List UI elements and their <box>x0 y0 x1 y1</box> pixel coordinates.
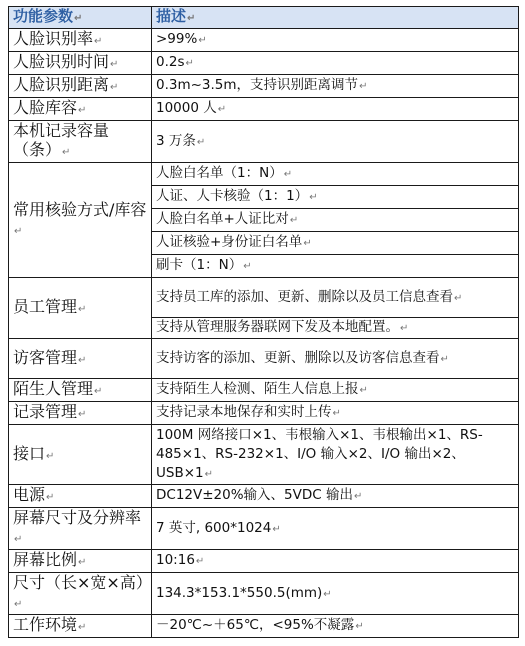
table-row <box>9 121 519 163</box>
param-name-text: 工作环境 <box>13 615 78 634</box>
table-row <box>9 508 519 550</box>
param-name-text: 陌生人管理 <box>13 379 94 398</box>
paragraph-mark: ↵ <box>110 59 119 70</box>
param-value-text: 支持陌生人检测、陌生人信息上报 <box>156 381 359 397</box>
paragraph-mark: ↵ <box>332 408 341 419</box>
param-value <box>152 232 519 255</box>
param-name-text: 人脸识别距离 <box>13 75 110 94</box>
param-value-text: 10000 人 <box>156 100 217 116</box>
param-value <box>152 52 519 75</box>
param-value <box>152 550 519 573</box>
param-value <box>152 278 519 318</box>
param-value-text: 100M 网络接口×1、韦根输入×1、韦根输出×1、RS-485×1、RS-232×1、I/O 输入×2、I/O 输出×2、USB×1 <box>156 426 483 481</box>
param-value-text: 7 英寸, 600*1024 <box>156 519 272 536</box>
table-row <box>9 29 519 52</box>
paragraph-mark: ↵ <box>400 323 409 334</box>
param-value-text: 0.3m~3.5m，支持识别距离调节 <box>156 77 359 93</box>
table-row <box>9 402 519 425</box>
paragraph-mark: ↵ <box>272 523 281 535</box>
param-name <box>9 121 152 163</box>
paragraph-mark: ↵ <box>78 105 87 116</box>
paragraph-mark: ↵ <box>78 304 87 315</box>
param-value <box>152 339 519 379</box>
paragraph-mark: ↵ <box>46 492 55 503</box>
paragraph-mark: ↵ <box>185 58 194 69</box>
paragraph-mark: ↵ <box>14 534 23 545</box>
param-value-text: 人证、人卡核验（1：1） <box>156 188 309 204</box>
param-value-text: 支持访客的添加、更新、删除以及访客信息查看 <box>156 349 440 366</box>
param-name <box>9 508 152 550</box>
paragraph-mark: ↵ <box>78 409 87 420</box>
param-name <box>9 402 152 425</box>
param-name <box>9 163 152 278</box>
table-row <box>9 278 519 318</box>
param-value-text: 10:16 <box>156 552 195 568</box>
param-value-text: 人脸白名单（1：N） <box>156 165 283 181</box>
header-param-label: 功能参数 <box>13 7 74 25</box>
param-value-text: 134.3*153.1*550.5(mm) <box>156 584 323 601</box>
paragraph-mark: ↵ <box>354 491 363 502</box>
param-name <box>9 485 152 508</box>
paragraph-mark: ↵ <box>440 353 449 365</box>
param-value <box>152 29 519 52</box>
header-desc-label: 描述 <box>156 7 187 25</box>
param-value <box>152 318 519 339</box>
table-row <box>9 425 519 485</box>
paragraph-mark: ↵ <box>359 81 368 92</box>
param-value <box>152 425 519 485</box>
paragraph-mark: ↵ <box>14 599 23 610</box>
param-value-text: 3 万条 <box>156 132 196 149</box>
param-value <box>152 255 519 278</box>
paragraph-mark: ↵ <box>355 621 364 632</box>
param-value <box>152 75 519 98</box>
param-name-text: 访客管理 <box>13 347 78 367</box>
param-name-text: 接口 <box>13 443 46 463</box>
paragraph-mark: ↵ <box>289 215 299 226</box>
table-row <box>9 615 519 638</box>
paragraph-mark: ↵ <box>454 292 463 304</box>
param-value-text: 支持从管理服务器联网下发及本地配置。 <box>156 319 399 335</box>
param-name <box>9 573 152 615</box>
paragraph-mark: ↵ <box>78 354 87 366</box>
param-name <box>9 52 152 75</box>
paragraph-mark: ↵ <box>78 557 87 568</box>
param-value <box>152 163 519 186</box>
param-value <box>152 121 519 163</box>
param-value <box>152 379 519 402</box>
param-value <box>152 209 519 232</box>
spec-table <box>8 6 519 638</box>
paragraph-mark: ↵ <box>198 35 207 46</box>
header-param-cell <box>9 7 152 29</box>
param-name <box>9 98 152 121</box>
param-name-text: 人脸识别时间 <box>13 52 110 71</box>
paragraph-mark: ↵ <box>14 225 23 237</box>
param-value <box>152 573 519 615</box>
param-name-text: 本机记录容量（条） <box>13 121 110 159</box>
param-value-text: >99% <box>156 31 198 47</box>
paragraph-mark: ↵ <box>78 622 87 633</box>
param-value-text: DC12V±20%输入、5VDC 输出 <box>156 487 353 503</box>
paragraph-mark: ↵ <box>187 13 196 24</box>
paragraph-mark: ↵ <box>195 556 205 567</box>
paragraph-mark: ↵ <box>46 450 55 462</box>
param-name-text: 屏幕比例 <box>13 550 78 569</box>
paragraph-mark: ↵ <box>359 385 368 396</box>
param-value <box>152 508 519 550</box>
param-name <box>9 278 152 339</box>
paragraph-mark: ↵ <box>94 36 103 47</box>
param-name-text: 常用核验方式/库容 <box>13 199 147 219</box>
param-name <box>9 615 152 638</box>
paragraph-mark: ↵ <box>303 238 312 249</box>
paragraph-mark: ↵ <box>323 588 332 600</box>
param-value <box>152 98 519 121</box>
param-name-text: 人脸识别率 <box>13 29 94 48</box>
param-value <box>152 186 519 209</box>
header-row <box>9 7 519 29</box>
paragraph-mark: ↵ <box>196 136 206 148</box>
param-name <box>9 425 152 485</box>
paragraph-mark: ↵ <box>309 192 318 203</box>
paragraph-mark: ↵ <box>243 261 252 272</box>
param-name-text: 尺寸（长×宽×高） <box>13 573 152 592</box>
param-value-text: 支持记录本地保存和实时上传 <box>156 404 332 420</box>
param-name-text: 屏幕尺寸及分辨率 <box>13 508 142 527</box>
param-value-text: 支持员工库的添加、更新、删除以及员工信息查看 <box>156 288 453 305</box>
param-value <box>152 485 519 508</box>
table-row <box>9 379 519 402</box>
param-value-text: －20℃~＋65℃，<95%不凝露 <box>156 617 355 633</box>
param-value-text: 刷卡（1：N） <box>156 257 243 273</box>
table-row <box>9 52 519 75</box>
table-row <box>9 485 519 508</box>
param-name <box>9 75 152 98</box>
paragraph-mark: ↵ <box>94 386 103 397</box>
param-name-text: 电源 <box>13 485 46 504</box>
table-row <box>9 98 519 121</box>
param-value-text: 0.2s <box>156 54 185 70</box>
table-row <box>9 339 519 379</box>
param-value-text: 人证核验+身份证白名单 <box>156 234 303 250</box>
paragraph-mark: ↵ <box>283 169 293 180</box>
param-name <box>9 339 152 379</box>
header-desc-cell <box>152 7 519 29</box>
param-value-text: 人脸白名单+人证比对 <box>156 211 289 227</box>
param-name <box>9 379 152 402</box>
param-name-text: 记录管理 <box>13 402 78 421</box>
param-name-text: 人脸库容 <box>13 98 78 117</box>
table-row <box>9 573 519 615</box>
table-row <box>9 75 519 98</box>
param-name <box>9 550 152 573</box>
table-row <box>9 163 519 186</box>
paragraph-mark: ↵ <box>74 13 83 24</box>
paragraph-mark: ↵ <box>204 468 214 480</box>
param-name-text: 员工管理 <box>13 297 78 316</box>
table-row <box>9 550 519 573</box>
paragraph-mark: ↵ <box>110 82 119 93</box>
param-name <box>9 29 152 52</box>
param-value <box>152 402 519 425</box>
paragraph-mark: ↵ <box>217 104 227 115</box>
paragraph-mark: ↵ <box>62 147 71 158</box>
param-value <box>152 615 519 638</box>
